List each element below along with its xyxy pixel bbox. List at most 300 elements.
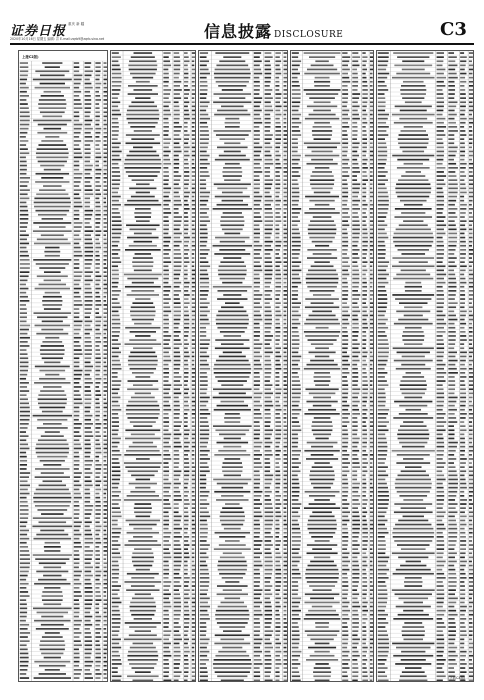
table-cell-text bbox=[342, 573, 347, 575]
table-cell-text bbox=[174, 319, 181, 321]
table-cell-text bbox=[292, 278, 300, 280]
table-cell-text bbox=[184, 294, 190, 296]
table-cell-text bbox=[284, 335, 287, 337]
table-cell-text bbox=[342, 602, 349, 604]
table-cell-text bbox=[39, 226, 66, 228]
table-cell-text bbox=[352, 56, 360, 58]
table-cell-text bbox=[362, 581, 367, 583]
table-cell-text bbox=[112, 655, 120, 657]
table-cell-text bbox=[342, 675, 348, 677]
table-cell-text bbox=[437, 429, 446, 431]
table-cell-text bbox=[254, 274, 260, 276]
table-cell-text bbox=[448, 151, 456, 153]
table-cell-text bbox=[352, 417, 357, 419]
table-cell-text bbox=[378, 183, 385, 185]
table-cell-text bbox=[192, 675, 196, 677]
table-cell-text bbox=[313, 253, 332, 255]
table-cell-text bbox=[254, 97, 262, 99]
table-cell-text bbox=[265, 188, 272, 190]
table-cell-text bbox=[265, 602, 271, 604]
table-cell-text bbox=[192, 598, 195, 600]
table-cell-text bbox=[352, 622, 359, 624]
table-cell-text bbox=[112, 52, 119, 54]
table-cell-text bbox=[378, 245, 386, 247]
table-cell-text bbox=[284, 167, 288, 169]
table-cell-text bbox=[95, 288, 100, 290]
table-cell-text bbox=[129, 446, 157, 448]
table-cell-text bbox=[224, 417, 240, 419]
table-cell-text bbox=[200, 286, 209, 288]
table-cell-text bbox=[163, 65, 171, 67]
table-cell-text bbox=[35, 288, 70, 290]
table-cell-text bbox=[37, 275, 68, 277]
table-cell-text bbox=[469, 134, 473, 136]
table-cell-text bbox=[352, 573, 359, 575]
table-cell-text bbox=[437, 306, 444, 308]
table-cell-text bbox=[275, 647, 280, 649]
table-cell-text bbox=[254, 118, 261, 120]
table-cell-text bbox=[95, 505, 100, 507]
table-cell-text bbox=[85, 480, 92, 482]
table-cell-text bbox=[184, 130, 187, 132]
table-cell-text bbox=[95, 177, 100, 179]
table-cell-text bbox=[292, 540, 301, 542]
table-cell-text bbox=[200, 319, 209, 321]
table-cell-text bbox=[469, 138, 473, 140]
table-cell-text bbox=[192, 507, 196, 509]
table-cell-text bbox=[292, 622, 298, 624]
table-cell-text bbox=[284, 237, 287, 239]
table-cell-text bbox=[275, 167, 281, 169]
table-cell-text bbox=[85, 575, 93, 577]
table-cell-text bbox=[284, 171, 288, 173]
table-cell-text bbox=[44, 251, 60, 253]
table-cell-text bbox=[292, 409, 301, 411]
table-cell-text bbox=[184, 528, 188, 530]
table-cell-text bbox=[112, 384, 121, 386]
table-cell-text bbox=[312, 429, 333, 431]
table-cell-text bbox=[352, 511, 359, 513]
table-cell-text bbox=[104, 472, 108, 474]
table-cell-text bbox=[112, 229, 122, 231]
table-cell-text bbox=[20, 169, 27, 171]
table-cell-text bbox=[192, 524, 196, 526]
table-cell-text bbox=[42, 341, 62, 343]
table-cell-text bbox=[95, 657, 101, 659]
table-cell-text bbox=[85, 603, 92, 605]
table-cell-text bbox=[378, 417, 386, 419]
table-cell-text bbox=[378, 229, 385, 231]
table-cell-text bbox=[74, 181, 81, 183]
table-cell-text bbox=[184, 347, 188, 349]
table-cell-text bbox=[42, 304, 62, 306]
table-cell-text bbox=[135, 503, 152, 505]
table-cell-text bbox=[222, 466, 243, 468]
masthead bbox=[0, 0, 484, 46]
table-cell-text bbox=[342, 630, 348, 632]
table-cell-text bbox=[308, 229, 337, 231]
table-cell-text bbox=[74, 468, 79, 470]
table-cell-text bbox=[163, 520, 169, 522]
table-cell-text bbox=[174, 479, 179, 481]
table-cell-text bbox=[221, 680, 244, 682]
table-cell-text bbox=[192, 462, 195, 464]
table-cell-text bbox=[184, 585, 188, 587]
table-cell-text bbox=[112, 573, 119, 575]
table-cell-text bbox=[192, 188, 195, 190]
table-cell-text bbox=[95, 292, 99, 294]
table-cell-text bbox=[85, 75, 92, 77]
table-cell-text bbox=[184, 557, 189, 559]
table-cell-text bbox=[254, 630, 260, 632]
table-cell-text bbox=[362, 249, 367, 251]
table-cell-text bbox=[284, 585, 287, 587]
table-cell-text bbox=[39, 267, 65, 269]
table-cell-text bbox=[265, 458, 270, 460]
table-cell-text bbox=[174, 97, 181, 99]
table-cell-text bbox=[20, 562, 30, 564]
table-cell-text bbox=[217, 483, 248, 485]
table-cell-text bbox=[370, 110, 374, 112]
table-cell-text bbox=[460, 294, 465, 296]
table-cell-text bbox=[307, 286, 337, 288]
table-cell-text bbox=[342, 528, 348, 530]
table-cell-text bbox=[104, 255, 107, 257]
table-cell-text bbox=[460, 56, 467, 58]
table-cell-text bbox=[284, 290, 287, 292]
table-cell-text bbox=[469, 429, 473, 431]
table-cell-text bbox=[352, 188, 360, 190]
table-cell-text bbox=[184, 487, 187, 489]
table-cell-text bbox=[104, 337, 107, 339]
table-cell-text bbox=[200, 315, 207, 317]
table-cell-text bbox=[163, 671, 169, 673]
table-cell-text bbox=[342, 270, 348, 272]
table-cell-text bbox=[254, 93, 260, 95]
table-cell-text bbox=[129, 626, 156, 628]
table-cell-text bbox=[460, 413, 467, 415]
table-cell-text bbox=[275, 528, 279, 530]
table-cell-text bbox=[112, 130, 119, 132]
table-cell-text bbox=[392, 114, 435, 116]
table-cell-text bbox=[163, 323, 169, 325]
table-cell-text bbox=[460, 183, 465, 185]
table-cell-text bbox=[362, 540, 367, 542]
table-cell-text bbox=[104, 497, 107, 499]
table-cell-text bbox=[104, 636, 107, 638]
table-cell-text bbox=[437, 229, 444, 231]
table-cell-text bbox=[85, 612, 91, 614]
table-cell-text bbox=[309, 532, 335, 534]
table-cell-text bbox=[184, 196, 189, 198]
table-cell-text bbox=[284, 52, 288, 54]
table-cell-text bbox=[254, 372, 260, 374]
table-cell-text bbox=[163, 278, 168, 280]
table-cell-text bbox=[370, 466, 373, 468]
table-column-1 bbox=[18, 50, 108, 682]
table-cell-text bbox=[437, 97, 444, 99]
table-cell-text bbox=[126, 114, 159, 116]
table-cell-text bbox=[192, 569, 196, 571]
table-cell-text bbox=[104, 66, 108, 68]
table-cell-text bbox=[254, 507, 260, 509]
table-cell-text bbox=[200, 101, 210, 103]
table-cell-text bbox=[174, 163, 180, 165]
table-cell-text bbox=[265, 167, 270, 169]
table-cell-text bbox=[37, 612, 68, 614]
table-cell-text bbox=[163, 544, 170, 546]
table-cell-text bbox=[38, 403, 67, 405]
table-cell-text bbox=[342, 429, 348, 431]
table-cell-text bbox=[85, 366, 93, 368]
table-cell-text bbox=[284, 212, 287, 214]
table-cell-text bbox=[223, 446, 241, 448]
table-cell-text bbox=[469, 179, 473, 181]
table-cell-text bbox=[85, 427, 91, 429]
table-cell-text bbox=[265, 622, 272, 624]
table-cell-text bbox=[74, 161, 79, 163]
table-cell-text bbox=[184, 659, 188, 661]
table-cell-text bbox=[398, 319, 428, 321]
table-cell-text bbox=[362, 331, 366, 333]
table-cell-text bbox=[104, 595, 107, 597]
table-cell-text bbox=[184, 618, 189, 620]
table-cell-text bbox=[192, 622, 196, 624]
table-cell-text bbox=[469, 122, 474, 124]
table-cell-text bbox=[284, 224, 287, 226]
table-cell-text bbox=[254, 454, 262, 456]
table-cell-text bbox=[200, 405, 207, 407]
table-cell-text bbox=[370, 651, 373, 653]
table-cell-text bbox=[74, 271, 83, 273]
table-cell-text bbox=[352, 581, 359, 583]
table-cell-text bbox=[292, 101, 300, 103]
table-cell-text bbox=[20, 374, 27, 376]
table-cell-text bbox=[104, 509, 108, 511]
table-cell-text bbox=[292, 589, 298, 591]
table-cell-text bbox=[370, 175, 373, 177]
table-cell-text bbox=[292, 548, 300, 550]
table-cell-text bbox=[352, 114, 359, 116]
table-cell-text bbox=[292, 163, 299, 165]
table-cell-text bbox=[112, 618, 121, 620]
table-cell-text bbox=[213, 667, 251, 669]
table-cell-text bbox=[437, 81, 444, 83]
table-cell-text bbox=[200, 208, 209, 210]
table-cell-text bbox=[85, 189, 93, 191]
table-cell-text bbox=[378, 335, 387, 337]
table-cell-text bbox=[469, 245, 472, 247]
table-cell-text bbox=[74, 649, 79, 651]
table-cell-text bbox=[163, 429, 168, 431]
table-cell-text bbox=[254, 56, 260, 58]
table-cell-text bbox=[20, 337, 30, 339]
table-cell-text bbox=[342, 286, 348, 288]
table-cell-text bbox=[370, 552, 373, 554]
table-cell-text bbox=[85, 591, 93, 593]
table-cell-text bbox=[20, 530, 29, 532]
table-cell-text bbox=[112, 671, 118, 673]
table-cell-text bbox=[136, 192, 150, 194]
table-cell-text bbox=[265, 475, 274, 477]
table-cell-text bbox=[437, 114, 443, 116]
table-cell-text bbox=[254, 294, 263, 296]
table-cell-text bbox=[460, 204, 467, 206]
table-cell-text bbox=[275, 138, 281, 140]
table-cell-text bbox=[38, 214, 67, 216]
table-cell-text bbox=[104, 202, 107, 204]
table-cell-text bbox=[370, 298, 372, 300]
table-cell-text bbox=[134, 270, 152, 272]
table-cell-text bbox=[222, 470, 242, 472]
table-cell-text bbox=[174, 278, 179, 280]
table-cell-text bbox=[112, 446, 118, 448]
table-cell-text bbox=[469, 65, 473, 67]
table-cell-text bbox=[284, 265, 288, 267]
table-cell-text bbox=[275, 544, 280, 546]
table-cell-text bbox=[174, 274, 180, 276]
table-cell-text bbox=[163, 405, 170, 407]
table-cell-text bbox=[200, 438, 209, 440]
table-cell-text bbox=[395, 298, 431, 300]
table-cell-text bbox=[254, 175, 260, 177]
table-cell-text bbox=[74, 128, 82, 130]
table-cell-text bbox=[370, 401, 373, 403]
table-cell-text bbox=[309, 315, 336, 317]
table-cell-text bbox=[469, 126, 472, 128]
table-cell-text bbox=[132, 561, 154, 563]
table-cell-text bbox=[112, 122, 119, 124]
table-cell-text bbox=[292, 274, 299, 276]
table-cell-text bbox=[200, 212, 207, 214]
table-cell-text bbox=[265, 204, 271, 206]
table-cell-text bbox=[342, 122, 348, 124]
table-cell-text bbox=[309, 56, 335, 58]
table-cell-text bbox=[275, 204, 279, 206]
table-cell-text bbox=[448, 360, 457, 362]
table-cell-text bbox=[469, 265, 472, 267]
table-cell-text bbox=[370, 97, 373, 99]
table-cell-text bbox=[448, 208, 457, 210]
table-cell-text bbox=[292, 65, 300, 67]
table-cell-text bbox=[378, 429, 389, 431]
table-cell-text bbox=[95, 66, 100, 68]
table-cell-text bbox=[163, 565, 169, 567]
table-cell-text bbox=[378, 265, 388, 267]
table-cell-text bbox=[129, 524, 157, 526]
table-cell-text bbox=[307, 69, 337, 71]
table-cell-text bbox=[95, 448, 101, 450]
table-cell-text bbox=[437, 425, 444, 427]
table-cell-text bbox=[352, 667, 358, 669]
table-cell-text bbox=[352, 147, 358, 149]
table-cell-text bbox=[362, 278, 366, 280]
table-cell-text bbox=[448, 331, 455, 333]
table-cell-text bbox=[184, 606, 189, 608]
table-cell-text bbox=[448, 118, 454, 120]
table-cell-text bbox=[33, 230, 72, 232]
table-cell-text bbox=[275, 557, 281, 559]
table-cell-text bbox=[192, 544, 196, 546]
table-cell-text bbox=[292, 458, 299, 460]
table-cell-text bbox=[284, 520, 287, 522]
table-cell-text bbox=[174, 270, 181, 272]
table-cell-text bbox=[378, 118, 388, 120]
table-cell-text bbox=[95, 640, 99, 642]
table-cell-text bbox=[254, 282, 260, 284]
table-cell-text bbox=[200, 130, 209, 132]
table-cell-text bbox=[85, 308, 92, 310]
table-cell-text bbox=[362, 237, 367, 239]
table-cell-text bbox=[104, 132, 108, 134]
table-cell-text bbox=[254, 257, 262, 259]
table-cell-text bbox=[292, 610, 301, 612]
table-cell-text bbox=[200, 175, 210, 177]
table-cell-text bbox=[352, 589, 357, 591]
table-cell-text bbox=[20, 357, 28, 359]
table-cell-text bbox=[254, 552, 262, 554]
table-cell-text bbox=[192, 376, 195, 378]
table-cell-text bbox=[74, 427, 81, 429]
table-cell-text bbox=[362, 675, 367, 677]
table-cell-text bbox=[74, 665, 79, 667]
table-cell-text bbox=[38, 161, 67, 163]
table-cell-text bbox=[133, 528, 152, 530]
table-cell-text bbox=[184, 85, 188, 87]
table-cell-text bbox=[352, 380, 358, 382]
table-cell-text bbox=[304, 413, 339, 415]
table-cell-text bbox=[275, 462, 279, 464]
table-cell-text bbox=[265, 212, 273, 214]
table-cell-text bbox=[200, 639, 210, 641]
table-cell-text bbox=[184, 212, 188, 214]
table-cell-text bbox=[370, 155, 374, 157]
table-cell-text bbox=[362, 528, 367, 530]
table-cell-text bbox=[437, 204, 444, 206]
table-cell-text bbox=[20, 157, 26, 159]
table-cell-text bbox=[254, 200, 261, 202]
table-cell-text bbox=[104, 370, 107, 372]
table-cell-text bbox=[192, 470, 196, 472]
table-cell-text bbox=[254, 585, 260, 587]
table-cell-text bbox=[352, 446, 357, 448]
table-cell-text bbox=[20, 591, 28, 593]
table-cell-text bbox=[225, 413, 240, 415]
table-cell-text bbox=[74, 169, 79, 171]
table-cell-text bbox=[275, 487, 279, 489]
table-cell-text bbox=[460, 77, 465, 79]
table-cell-text bbox=[292, 257, 299, 259]
table-cell-text bbox=[392, 155, 434, 157]
table-cell-text bbox=[460, 319, 465, 321]
table-cell-text bbox=[95, 464, 101, 466]
table-cell-text bbox=[460, 118, 467, 120]
table-cell-text bbox=[128, 85, 158, 87]
table-cell-text bbox=[284, 593, 287, 595]
table-cell-text bbox=[284, 524, 288, 526]
table-cell-text bbox=[44, 128, 62, 130]
table-cell-text bbox=[437, 85, 446, 87]
table-cell-text bbox=[124, 343, 161, 345]
table-cell-text bbox=[310, 655, 335, 657]
table-cell-text bbox=[352, 495, 360, 497]
table-cell-text bbox=[370, 413, 373, 415]
table-cell-text bbox=[95, 628, 101, 630]
table-cell-text bbox=[284, 257, 287, 259]
table-cell-text bbox=[20, 165, 27, 167]
table-cell-text bbox=[265, 593, 273, 595]
table-cell-text bbox=[437, 60, 444, 62]
